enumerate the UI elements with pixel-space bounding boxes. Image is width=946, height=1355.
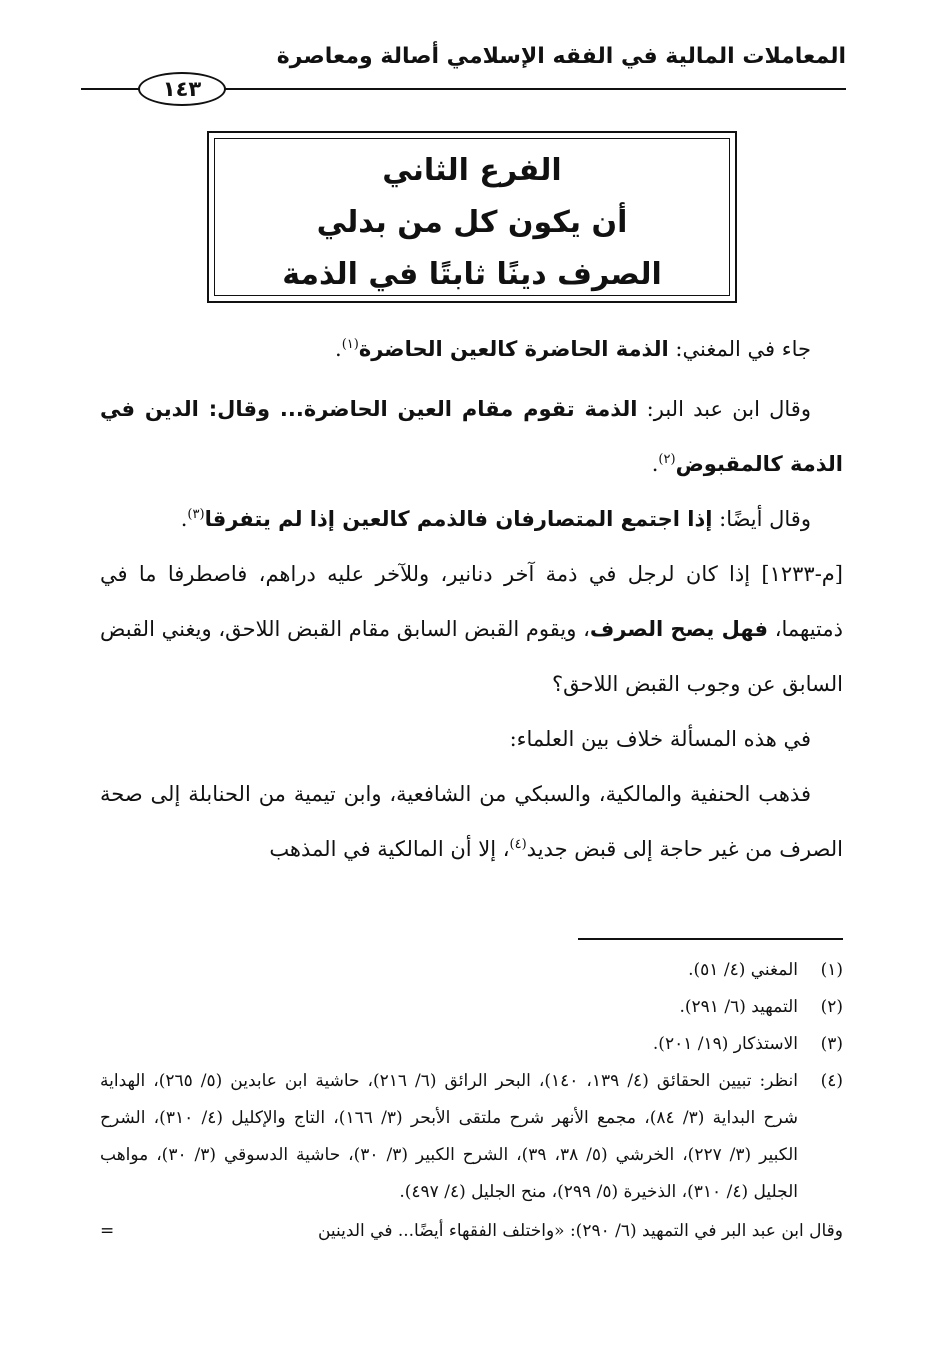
footnote-1	[100, 952, 843, 989]
paragraph-ibn-abd-al-barr-quote	[100, 377, 843, 492]
section-title	[209, 145, 735, 301]
footnote-continuation	[100, 1211, 843, 1250]
quoted-text: الدين في الذمة كالمقبوض	[100, 397, 843, 476]
issue-text: [م-١٢٣٣] إذا كان لرجل في ذمة آخر دنانير، وللآخر عليه دراهم، فاصطرفا ما في ذمتيهما،	[100, 562, 843, 641]
quoted-text: الذمة الحاضرة كالعين الحاضرة	[358, 337, 669, 361]
paragraph-end: .	[335, 337, 342, 361]
footnote-2	[100, 989, 843, 1026]
footnote-text: انظر: تبيين الحقائق (٤/ ١٣٩، ١٤٠)، البحر الرائق (٦/ ٢١٦)، حاشية ابن عابدين (٥/ ٢٦٥)، الهداية شرح البداية (٣/ ٨٤)، مجمع الأنهر شرح ملتقى الأبحر (٣/ ١٦٦)، التاج والإكليل (٤/ ٣١٠)، الشرح الكبير (٣/ ٢٢٧)، الخرشي (٥/ ٣٨، ٣٩)، الشرح الكبير (٣/ ٣٠)، حاشية الدسوقي (٣/ ٣٠)، مواهب الجليل (٤/ ٣١٠)، الذخيرة (٥/ ٢٩٩)، منح الجليل (٤/ ٤٩٧).	[100, 1071, 799, 1202]
paragraph-intro: وقال أيضًا:	[712, 507, 811, 531]
paragraph-end: .	[180, 507, 188, 531]
footnote-text: المغني (٤/ ٥١).	[688, 960, 798, 980]
paragraph-end: .	[651, 452, 659, 476]
paragraph-mughni-quote	[100, 322, 843, 377]
quoted-text: الذمة تقوم مقام العين الحاضرة	[303, 397, 638, 421]
footnote-number: (٢)	[820, 997, 843, 1017]
section-title-line-3: الصرف دينًا ثابتًا في الذمة	[282, 257, 662, 292]
paragraph-issue-1233	[100, 547, 843, 712]
footnote-number: (٣)	[820, 1034, 843, 1054]
section-title-line-1: الفرع الثاني	[382, 153, 562, 188]
footnote-number: (٤)	[820, 1071, 843, 1091]
footnote-number: (١)	[820, 960, 843, 980]
footnote-reference: (٣)	[187, 507, 205, 522]
paragraph-intro: وقال ابن عبد البر:	[637, 397, 811, 421]
issue-question: فهل يصح الصرف	[589, 617, 768, 641]
paragraph-also-quote	[100, 492, 843, 547]
issue-text: ، ويقوم القبض السابق مقام القبض اللاحق، ويغني القبض السابق عن وجوب القبض اللاحق؟	[100, 617, 843, 696]
footnote-continuation-text: وقال ابن عبد البر في التمهيد (٦/ ٢٩٠): «واختلف الفقهاء أيضًا... في الدينين	[317, 1221, 843, 1241]
footnote-3	[100, 1026, 843, 1063]
footnote-text: الاستذكار (١٩/ ٢٠١).	[652, 1034, 798, 1054]
footnote-reference: (٤)	[509, 837, 527, 852]
running-title: المعاملات المالية في الفقه الإسلامي أصالة ومعاصرة	[276, 44, 846, 69]
continuation-mark: =	[100, 1221, 115, 1241]
footnote-reference: (١)	[341, 337, 359, 352]
paragraph-first-view	[100, 767, 843, 877]
footnote-rule	[578, 938, 843, 940]
footnote-reference: (٢)	[658, 452, 676, 467]
footnote-text: التمهيد (٦/ ٢٩١).	[679, 997, 798, 1017]
section-title-line-2: أن يكون كل من بدلي	[316, 205, 628, 240]
footnote-4	[100, 1063, 843, 1211]
paragraph-intro: جاء في المغني:	[668, 337, 811, 361]
paragraph-disagreement: في هذه المسألة خلاف بين العلماء:	[509, 727, 811, 751]
page-number: ١٤٣	[138, 72, 226, 106]
section-title-box	[207, 131, 737, 303]
footnotes	[100, 952, 843, 1250]
view-text: ، إلا أن المالكية في المذهب	[269, 837, 510, 861]
paragraph-mid: ... وقال:	[198, 397, 304, 421]
view-text: فذهب الحنفية والمالكية، والسبكي من الشافعية، وابن تيمية من الحنابلة إلى صحة الصرف من غير حاجة إلى قبض جديد	[100, 782, 843, 861]
quoted-text: إذا اجتمع المتصارفان فالذمم كالعين إذا لم يتفرقا	[204, 507, 713, 531]
main-text	[100, 322, 843, 877]
